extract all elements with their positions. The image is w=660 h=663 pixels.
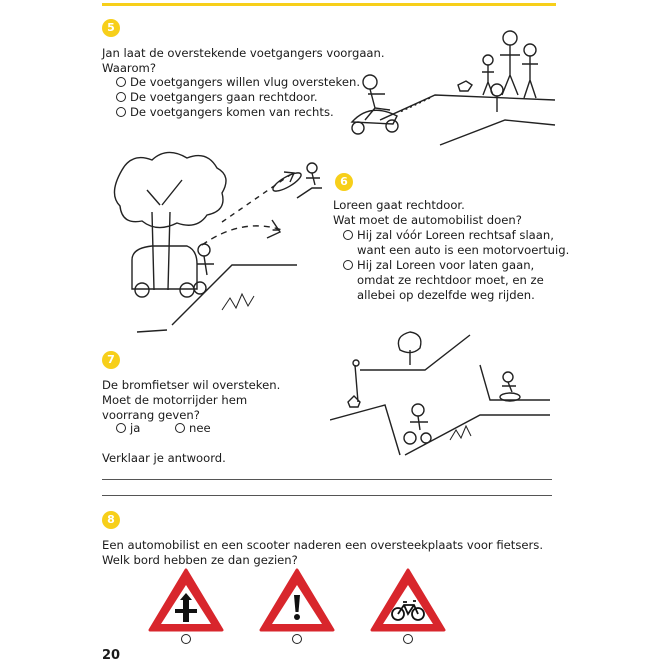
q8-option-2-radio[interactable] [292, 634, 302, 644]
radio-button[interactable] [116, 77, 126, 87]
crossroads-priority-sign [147, 567, 225, 633]
q8-question-line1: Een automobilist en een scooter naderen een oversteekplaats voor fietsers. [102, 538, 544, 552]
q6-option-1[interactable]: Hij zal vóór Loreen rechtsaf slaan, [343, 227, 554, 243]
q6-option-2-cont2: allebei op dezelfde weg rijden. [357, 288, 535, 302]
top-accent-bar [102, 3, 556, 6]
question-number-8: 8 [102, 511, 120, 529]
q7-option-no[interactable]: nee [175, 420, 211, 436]
q5-option-3[interactable]: De voetgangers komen van rechts. [116, 104, 334, 120]
q6-illustration [112, 150, 337, 335]
question-number-6: 6 [335, 173, 353, 191]
radio-button[interactable] [116, 107, 126, 117]
q6-option-2[interactable]: Hij zal Loreen voor laten gaan, [343, 257, 534, 273]
q7-question-line2: Moet de motorrijder hem [102, 393, 248, 407]
q6-question-line1: Loreen gaat rechtdoor. [333, 198, 465, 212]
radio-button[interactable] [175, 423, 185, 433]
q5-option-2[interactable]: De voetgangers gaan rechtdoor. [116, 89, 318, 105]
q8-question-line2: Welk bord hebben ze dan gezien? [102, 553, 298, 567]
q7-question-line3: voorrang geven? [102, 408, 200, 422]
q6-option-2-cont1: omdat ze rechtdoor moet, en ze [357, 273, 544, 287]
q8-option-1-radio[interactable] [181, 634, 191, 644]
danger-exclamation-sign [258, 567, 336, 633]
answer-line-1[interactable] [102, 479, 552, 480]
radio-button[interactable] [116, 423, 126, 433]
radio-button[interactable] [116, 92, 126, 102]
cyclists-crossing-sign [369, 567, 447, 633]
q5-option-1[interactable]: De voetgangers willen vlug oversteken. [116, 74, 360, 90]
q6-question-line2: Wat moet de automobilist doen? [333, 213, 522, 227]
q5-illustration [340, 20, 560, 150]
question-number-7: 7 [102, 351, 120, 369]
q5-question-line2: Waarom? [102, 61, 156, 75]
q7-question-line1: De bromfietser wil oversteken. [102, 378, 281, 392]
q5-question-line1: Jan laat de overstekende voetgangers voorgaan. [102, 46, 385, 60]
radio-button[interactable] [343, 260, 353, 270]
radio-button[interactable] [343, 230, 353, 240]
q8-option-3-radio[interactable] [403, 634, 413, 644]
q7-explain-prompt: Verklaar je antwoord. [102, 451, 226, 465]
q6-option-1-cont: want een auto is een motorvoertuig. [357, 243, 570, 257]
q7-option-yes[interactable]: ja [116, 420, 140, 436]
q7-illustration [330, 320, 555, 460]
answer-line-2[interactable] [102, 495, 552, 496]
page-number: 20 [102, 648, 121, 663]
question-number-5: 5 [102, 19, 120, 37]
